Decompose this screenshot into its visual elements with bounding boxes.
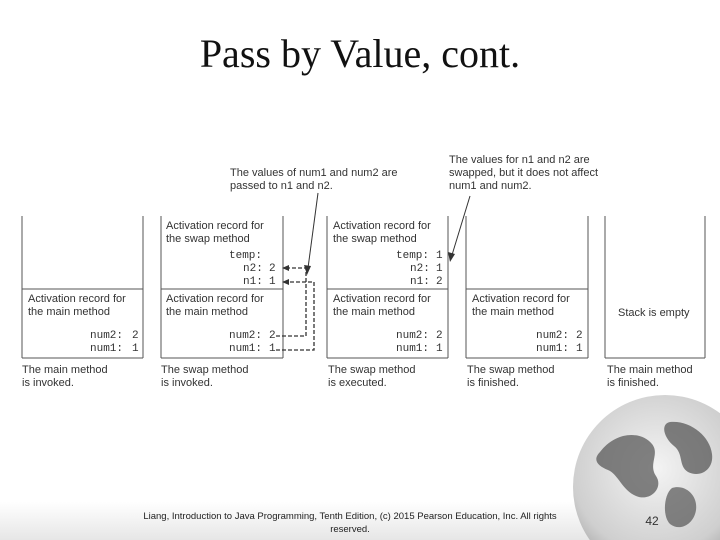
footer-copyright: Liang, Introduction to Java Programming, Tenth Edition, (c) 2015 Pearson Education, Inc. All rights reserved. (143, 511, 557, 535)
panel5-stack-empty-label: Stack is empty (618, 307, 690, 319)
panel1-main-record-label: Activation record for the main method (28, 293, 126, 318)
panel4-caption: The swap method is finished. (467, 364, 555, 389)
panel2-n1-value: 1 (269, 276, 276, 288)
panel3-temp-label: temp: (396, 250, 430, 262)
panel2-n2-value: 2 (269, 263, 276, 275)
panel3-swap-record-label: Activation record for the swap method (333, 220, 431, 245)
panel2-num2-label: num2: (229, 330, 263, 342)
panel1-caption: The main method is invoked. (22, 364, 108, 389)
panel2-num1-label: num1: (229, 343, 263, 355)
panel3-temp-value: 1 (436, 250, 443, 262)
page-number: 42 (645, 514, 659, 528)
panel1-num1-value: 1 (132, 343, 139, 355)
panel3-main-record-label: Activation record for the main method (333, 293, 431, 318)
panel3-num1-label: num1: (396, 343, 430, 355)
panel3-num2-value: 2 (436, 330, 443, 342)
panel1-num1-label: num1: (90, 343, 124, 355)
panel2-n2-label: n2: (243, 263, 263, 275)
panel3-num1-value: 1 (436, 343, 443, 355)
panel3-n1-label: n1: (410, 276, 430, 288)
panel2-main-record-label: Activation record for the main method (166, 293, 264, 318)
panel3-n1-value: 2 (436, 276, 443, 288)
panel4-num1-label: num1: (536, 343, 570, 355)
panel2-num2-value: 2 (269, 330, 276, 342)
panel2-n1-label: n1: (243, 276, 263, 288)
panel3-num2-label: num2: (396, 330, 430, 342)
panel1-num2-value: 2 (132, 330, 139, 342)
panel1-num2-label: num2: (90, 330, 124, 342)
callout-swapped-values: The values for n1 and n2 are swapped, but it does not affect num1 and num2. (449, 154, 599, 192)
panel3-caption: The swap method is executed. (328, 364, 416, 389)
panel4-main-record-label: Activation record for the main method (472, 293, 570, 318)
callout-passed-values: The values of num1 and num2 are passed to n1 and n2. (230, 167, 398, 192)
panel4-num2-label: num2: (536, 330, 570, 342)
panel5-caption: The main method is finished. (607, 364, 693, 389)
panel2-num1-value: 1 (269, 343, 276, 355)
panel2-swap-record-label: Activation record for the swap method (166, 220, 264, 245)
slide-title: Pass by Value, cont. (199, 31, 521, 76)
panel3-n2-label: n2: (410, 263, 430, 275)
panel3-n2-value: 1 (436, 263, 443, 275)
panel2-temp-label: temp: (229, 250, 263, 262)
panel4-num2-value: 2 (576, 330, 583, 342)
panel2-caption: The swap method is invoked. (161, 364, 249, 389)
panel4-num1-value: 1 (576, 343, 583, 355)
